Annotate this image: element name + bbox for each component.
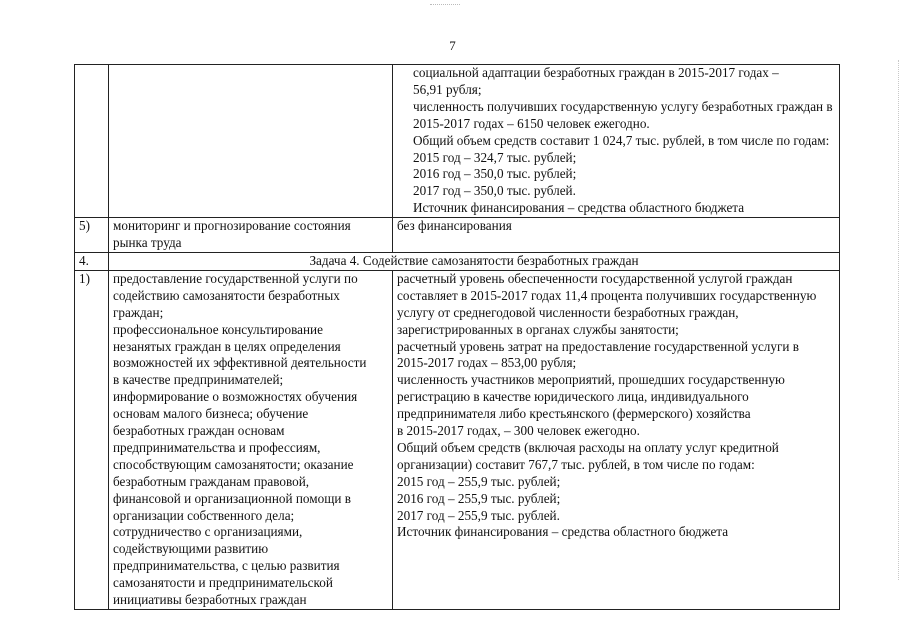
- activity-line: граждан;: [113, 304, 164, 320]
- scan-artifact: [430, 4, 460, 7]
- result-cell: [393, 218, 840, 253]
- result-line: численность участников мероприятий, прошедших государственную: [397, 372, 785, 388]
- result-line: услугу от среднегодовой численности безработных граждан,: [397, 304, 739, 320]
- activity-line: содействию самозанятости безработных: [113, 287, 340, 303]
- row-number-cell: 5): [75, 218, 109, 253]
- result-line: составляет в 2015-2017 годах 11,4 процента получивших государственную: [397, 287, 817, 303]
- activity-line: предпринимательства, с целью развития: [113, 558, 340, 574]
- result-line: организации) составит 767,7 тыс. рублей, в том числе по годам:: [397, 456, 755, 472]
- activity-line: организации собственного дела;: [113, 507, 295, 523]
- result-line: Общий объем средств составит 1 024,7 тыс. рублей, в том числе по годам:: [413, 132, 830, 148]
- result-cell: [393, 270, 840, 609]
- result-line: Источник финансирования – средства областного бюджета: [413, 200, 745, 216]
- table-row-monitoring: [75, 218, 840, 253]
- row-number-cell: 4.: [75, 252, 109, 270]
- activity-line: самозанятости и предпринимательской: [113, 575, 333, 591]
- activity-line: незанятых граждан в целях определения: [113, 338, 341, 354]
- activity-line: безработных граждан основам: [113, 423, 285, 439]
- activity-line: содействующими развитию: [113, 541, 269, 557]
- table-row-task-heading: [75, 252, 840, 270]
- activity-line: возможностей их эффективной деятельности: [113, 355, 367, 371]
- row-number-cell: [75, 65, 109, 218]
- result-line: 2016 год – 350,0 тыс. рублей;: [413, 166, 577, 182]
- page-number: 7: [449, 38, 456, 53]
- activity-line: сотрудничество с организациями,: [113, 524, 303, 540]
- result-line: зарегистрированных в органах службы занятости;: [397, 321, 679, 337]
- activity-line: мониторинг и прогнозирование состояния: [113, 218, 351, 234]
- result-line: расчетный уровень обеспеченности государственной услугой граждан: [397, 270, 793, 286]
- activity-line: финансовой и организационной помощи в: [113, 490, 351, 506]
- result-line: 2015 год – 255,9 тыс. рублей;: [397, 473, 561, 489]
- activity-line: рынка труда: [113, 235, 182, 251]
- program-table: [74, 64, 840, 610]
- result-line: Источник финансирования – средства областного бюджета: [397, 524, 729, 540]
- result-line: в 2015-2017 годах, – 300 человек ежегодно.: [397, 423, 640, 439]
- activity-cell: [109, 65, 393, 218]
- result-line: Общий объем средств (включая расходы на оплату услуг кредитной: [397, 439, 779, 455]
- result-line: регистрацию в качестве юридического лица, индивидуального: [397, 389, 749, 405]
- activity-line: способствующим самозанятости; оказание: [113, 456, 354, 472]
- result-line: без финансирования: [397, 218, 512, 234]
- activity-line: предоставление государственной услуги по: [113, 270, 358, 286]
- scan-edge-noise: [892, 60, 899, 580]
- activity-line: информирование о возможностях обучения: [113, 389, 358, 405]
- table-row-continuation: [75, 65, 840, 218]
- activity-line: безработным гражданам правовой,: [113, 473, 310, 489]
- activity-line: профессиональное консультирование: [113, 321, 323, 337]
- row-number-cell: 1): [75, 270, 109, 609]
- result-line: 2017 год – 350,0 тыс. рублей.: [413, 183, 576, 199]
- result-line: 2015 год – 324,7 тыс. рублей;: [413, 149, 577, 165]
- result-cell: [393, 65, 840, 218]
- result-line: 2016 год – 255,9 тыс. рублей;: [397, 490, 561, 506]
- activity-cell: [109, 270, 393, 609]
- result-line: социальной адаптации безработных граждан в 2015-2017 годах –: [413, 65, 779, 80]
- activity-line: предпринимательства и профессиям,: [113, 439, 321, 455]
- activity-cell: [109, 218, 393, 253]
- result-line: 2017 год – 255,9 тыс. рублей.: [397, 507, 560, 523]
- result-line: 56,91 рубля;: [413, 81, 482, 97]
- result-line: численность получивших государственную услугу безработных граждан в: [413, 98, 833, 114]
- result-line: предпринимателя либо крестьянского (фермерского) хозяйства: [397, 406, 751, 422]
- activity-line: инициативы безработных граждан: [113, 592, 307, 608]
- task-heading: Задача 4. Содействие самозанятости безработных граждан: [109, 252, 840, 270]
- result-line: 2015-2017 годах – 853,00 рубля;: [397, 355, 577, 371]
- activity-line: в качестве предпринимателей;: [113, 372, 284, 388]
- activity-line: основам малого бизнеса; обучение: [113, 406, 309, 422]
- result-line: расчетный уровень затрат на предоставление государственной услуги в: [397, 338, 799, 354]
- table-row-self-employment: [75, 270, 840, 609]
- result-line: 2015-2017 годах – 6150 человек ежегодно.: [413, 115, 650, 131]
